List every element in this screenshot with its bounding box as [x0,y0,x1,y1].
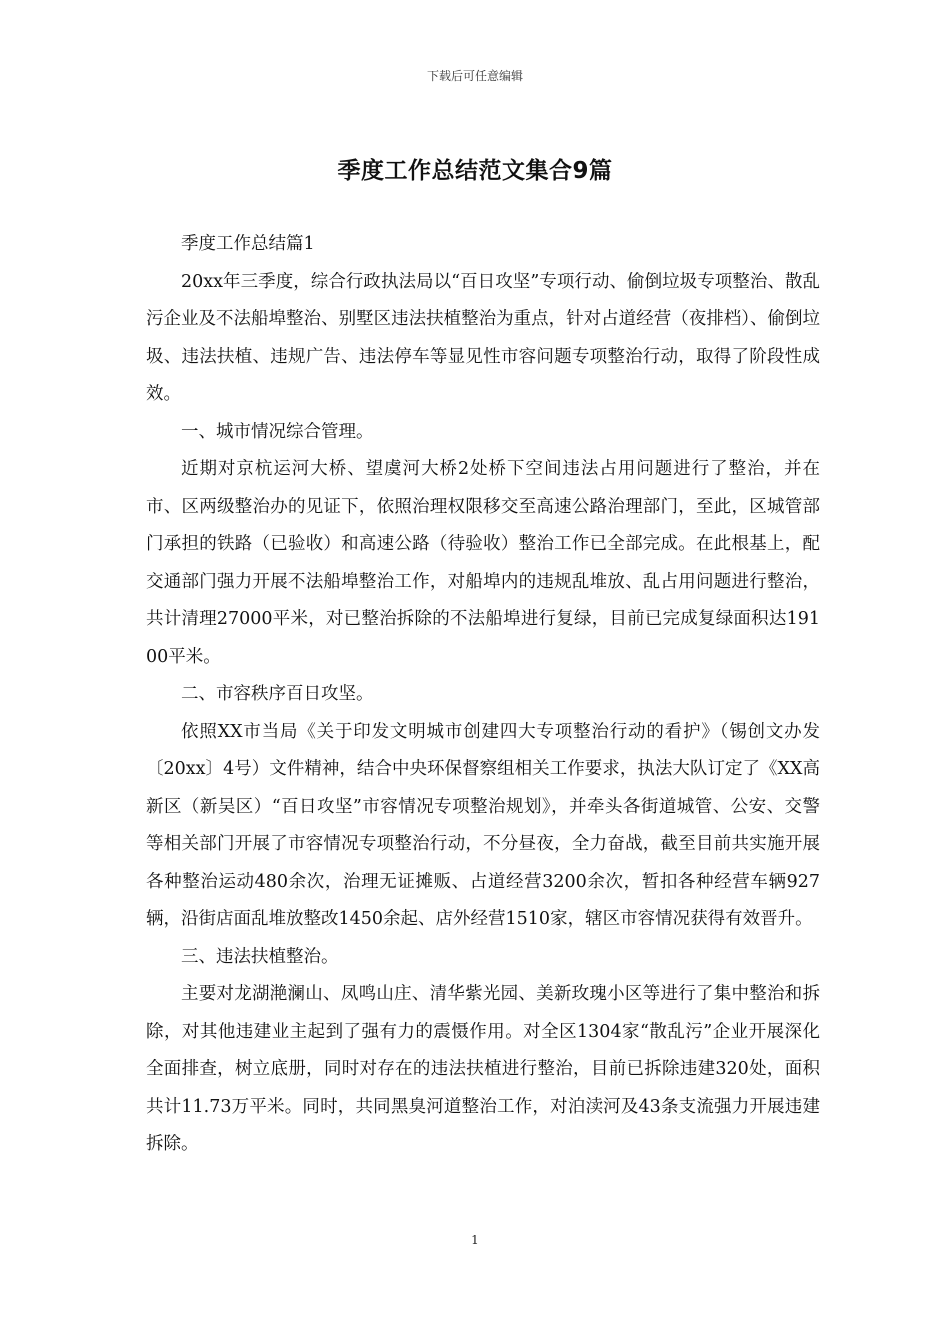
document-title: 季度工作总结范文集合9篇 [337,158,613,184]
page-number: 1 [471,1233,479,1247]
section-heading: 一、城市情况综合管理。 [181,421,374,442]
page-header: 下载后可任意编辑 [426,69,523,83]
paragraph: 主要对龙湖滟澜山、凤鸣山庄、清华紫光园、美新玫瑰小区等进行了集中整治和拆除，对其他违建业主起到了强有力的震慑作用。对全区1304家“散乱污”企业开展深化全面排查，树立底册，同时对存在的违法扶植进行整治，目前已拆除违建320处，面积共计11.73万平米。同时，共同黑臭河道整治工作，对泊渎河及43条支流强力开展违建拆除。 [146,984,820,1154]
document-body [146,226,820,1164]
section-heading: 三、违法扶植整治。 [181,946,339,967]
section-heading: 二、市容秩序百日攻坚。 [181,684,374,704]
paragraph: 依照XX市当局《关于印发文明城市创建四大专项整治行动的看护》（锡创文办发〔20xx〕4号）文件精神，结合中央环保督察组相关工作要求，执法大队订定了《XX高新区（新吴区）“百日攻坚”市容情况专项整治规划》，并牵头各街道城管、公安、交警等相关部门开展了市容情况专项整治行动，不分昼夜，全力奋战，截至目前共实施开展各种整治运动480余次，治理无证摊贩、占道经营3200余次，暂扣各种经营车辆927辆，沿街店面乱堆放整改1450余起、店外经营1510家，辖区市容情况获得有效晋升。 [146,721,820,929]
section-heading: 季度工作总结篇1 [181,234,315,254]
paragraph: 20xx年三季度，综合行政执法局以“百日攻坚”专项行动、偷倒垃圾专项整治、散乱污企业及不法船埠整治、别墅区违法扶植整治为重点，针对占道经营（夜排档）、偷倒垃圾、违法扶植、违规广告、违法停车等显见性市容问题专项整治行动，取得了阶段性成效。 [146,271,820,404]
paragraph: 近期对京杭运河大桥、望虞河大桥2处桥下空间违法占用问题进行了整治，并在市、区两级整治办的见证下，依照治理权限移交至高速公路治理部门，至此，区城管部门承担的铁路（已验收）和高速公路（待验收）整治工作已全部完成。在此根基上，配交通部门强力开展不法船埠整治工作，对船埠内的违规乱堆放、乱占用问题进行整治，共计清理27000平米，对已整治拆除的不法船埠进行复绿，目前已完成复绿面积达19100平米。 [146,459,820,667]
